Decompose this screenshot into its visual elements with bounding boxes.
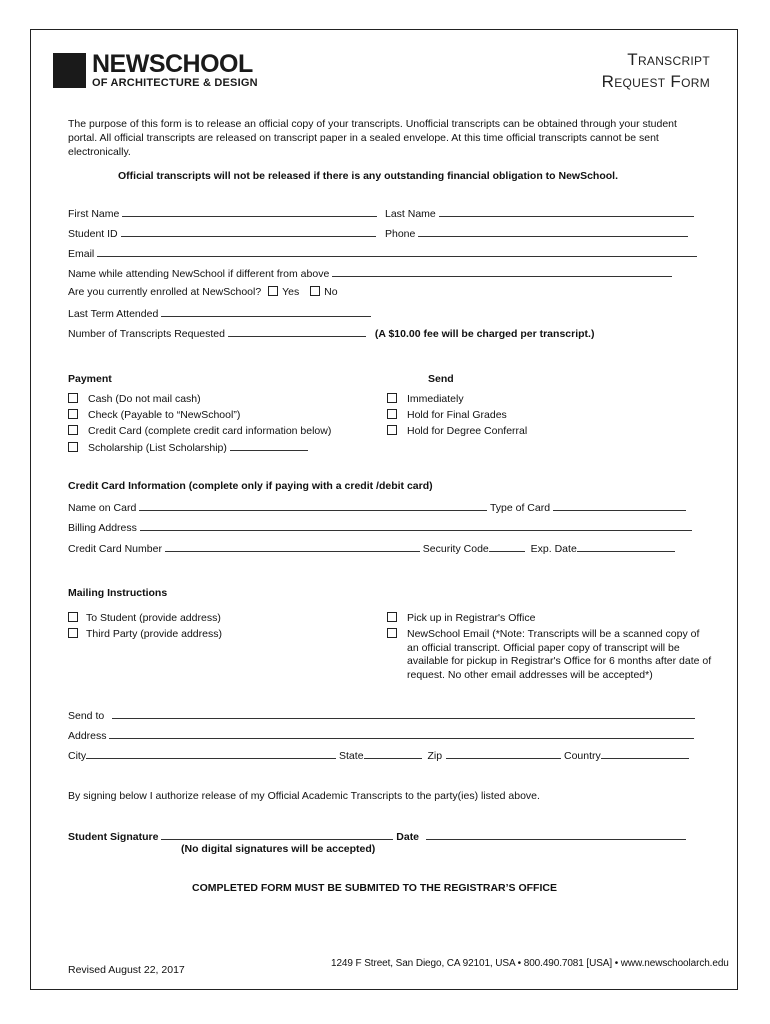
form-title-line2: Request Form <box>601 72 710 91</box>
payment-option <box>68 393 201 405</box>
send-final-grades-checkbox[interactable] <box>387 409 397 419</box>
credit-card-heading: Credit Card Information (complete only if paying with a credit /debit card) <box>68 480 433 492</box>
mail-third-party-checkbox[interactable] <box>68 628 78 638</box>
payment-cash-checkbox[interactable] <box>68 393 78 403</box>
last-name-field[interactable] <box>439 206 694 217</box>
student-id-label: Student ID <box>68 228 118 240</box>
payment-option <box>68 425 331 437</box>
phone-label: Phone <box>385 228 416 240</box>
payment-option <box>68 440 308 454</box>
enrolled-yes-label: Yes <box>282 286 300 298</box>
exp-date-label: Exp. Date <box>530 543 577 555</box>
send-immediately-checkbox[interactable] <box>387 393 397 403</box>
city-label: City <box>68 750 87 762</box>
former-name-row <box>68 266 672 280</box>
type-of-card-label: Type of Card <box>489 502 551 514</box>
submit-note: COMPLETED FORM MUST BE SUBMITED TO THE REGISTRAR’S OFFICE <box>192 882 557 894</box>
enrolled-row <box>68 286 338 298</box>
send-option <box>387 409 507 421</box>
send-option <box>387 425 527 437</box>
mailing-option <box>68 628 222 640</box>
exp-date-field[interactable] <box>577 541 675 552</box>
name-on-card-label: Name on Card <box>68 502 137 514</box>
send-heading: Send <box>428 373 454 385</box>
last-term-label: Last Term Attended <box>68 308 159 320</box>
mail-third-party-label: Third Party (provide address) <box>86 628 222 640</box>
last-term-field[interactable] <box>161 306 371 317</box>
send-degree-label: Hold for Degree Conferral <box>407 425 528 437</box>
address-label: Address <box>68 730 107 742</box>
mailing-option <box>68 612 221 624</box>
security-code-label: Security Code <box>422 543 489 555</box>
enrolled-label: Are you currently enrolled at NewSchool? <box>68 286 262 298</box>
signature-label: Student Signature <box>68 831 159 843</box>
send-final-grades-label: Hold for Final Grades <box>407 409 507 421</box>
pickup-checkbox[interactable] <box>387 612 397 622</box>
signature-note: (No digital signatures will be accepted) <box>181 843 376 855</box>
country-label: Country <box>563 750 601 762</box>
financial-warning: Official transcripts will not be released if there is any outstanding financial obligation to NewSchool. <box>118 170 618 182</box>
card-number-row <box>68 541 675 555</box>
card-number-label: Credit Card Number <box>68 543 162 555</box>
payment-heading: Payment <box>68 373 112 385</box>
logo-subtitle: OF ARCHITECTURE & DESIGN <box>92 77 258 89</box>
city-field[interactable] <box>86 748 336 759</box>
name-on-card-row <box>68 500 686 514</box>
former-name-field[interactable] <box>332 266 672 277</box>
payment-credit-checkbox[interactable] <box>68 425 78 435</box>
email-row <box>68 246 697 260</box>
phone-field[interactable] <box>418 226 688 237</box>
billing-address-field[interactable] <box>140 520 692 531</box>
signature-row <box>68 829 686 843</box>
phone-row <box>385 226 688 240</box>
send-to-field[interactable] <box>112 708 695 719</box>
address-row <box>68 728 694 742</box>
last-name-label: Last Name <box>385 208 436 220</box>
send-degree-checkbox[interactable] <box>387 425 397 435</box>
revised-date: Revised August 22, 2017 <box>68 964 185 976</box>
payment-option <box>68 409 240 421</box>
first-name-row <box>68 206 377 220</box>
country-field[interactable] <box>601 748 689 759</box>
mailing-heading: Mailing Instructions <box>68 587 168 599</box>
enrolled-no-label: No <box>324 286 338 298</box>
form-title-line1: Transcript <box>627 50 710 69</box>
num-transcripts-field[interactable] <box>228 326 366 337</box>
payment-cash-label: Cash (Do not mail cash) <box>88 393 201 405</box>
send-option <box>387 393 464 405</box>
authorization-text: By signing below I authorize release of my Official Academic Transcripts to the party(ies) listed above. <box>68 790 540 802</box>
student-id-row <box>68 226 376 240</box>
mail-student-label: To Student (provide address) <box>86 612 221 624</box>
intro-text: The purpose of this form is to release an official copy of your transcripts. Unofficial transcripts can be obtained through your student portal. All official transcripts are released on transcript paper in a sealed envelope. At this time official transcripts cannot be sent electronically. <box>68 118 677 158</box>
scholarship-field[interactable] <box>230 440 308 451</box>
payment-credit-label: Credit Card (complete credit card information below) <box>88 425 332 437</box>
enrolled-yes-checkbox[interactable] <box>268 286 278 296</box>
enrolled-no-checkbox[interactable] <box>310 286 320 296</box>
send-immediately-label: Immediately <box>407 393 464 405</box>
address-field[interactable] <box>109 728 694 739</box>
send-to-label: Send to <box>68 710 105 722</box>
billing-address-row <box>68 520 692 534</box>
payment-scholarship-checkbox[interactable] <box>68 442 78 452</box>
payment-check-checkbox[interactable] <box>68 409 78 419</box>
payment-scholarship-label: Scholarship (List Scholarship) <box>88 442 227 454</box>
type-of-card-field[interactable] <box>553 500 686 511</box>
fee-note: (A $10.00 fee will be charged per transcript.) <box>374 328 595 340</box>
email-field[interactable] <box>97 246 697 257</box>
send-to-row <box>68 708 695 722</box>
mailing-option <box>387 628 401 640</box>
date-field[interactable] <box>426 829 686 840</box>
first-name-label: First Name <box>68 208 120 220</box>
zip-label: Zip <box>427 750 443 762</box>
num-transcripts-label: Number of Transcripts Requested <box>68 328 225 340</box>
last-name-row <box>385 206 694 220</box>
zip-field[interactable] <box>446 748 561 759</box>
student-id-field[interactable] <box>121 226 376 237</box>
email-delivery-checkbox[interactable] <box>387 628 397 638</box>
last-term-row <box>68 306 371 320</box>
email-label: Email <box>68 248 95 260</box>
state-field[interactable] <box>364 748 422 759</box>
billing-address-label: Billing Address <box>68 522 137 534</box>
footer-address: 1249 F Street, San Diego, CA 92101, USA • 800.490.7081 [USA] • www.newschoolarch.edu <box>331 958 729 969</box>
payment-check-label: Check (Payable to “NewSchool”) <box>88 409 241 421</box>
pickup-label: Pick up in Registrar's Office <box>407 612 536 624</box>
logo-title: NEWSCHOOL <box>92 50 253 78</box>
logo-mark <box>53 53 86 88</box>
former-name-label: Name while attending NewSchool if different from above <box>68 268 330 280</box>
name-on-card-field[interactable] <box>139 500 487 511</box>
mail-student-checkbox[interactable] <box>68 612 78 622</box>
first-name-field[interactable] <box>122 206 377 217</box>
card-number-field[interactable] <box>165 541 420 552</box>
security-code-field[interactable] <box>489 541 525 552</box>
signature-field[interactable] <box>161 829 393 840</box>
state-label: State <box>339 750 364 762</box>
date-label: Date <box>396 831 420 843</box>
num-transcripts-row <box>68 326 594 340</box>
email-delivery-label: NewSchool Email (*Note: Transcripts will be a scanned copy of an official transcript. Official paper copy of transcript will be available for pickup in Registrar's Office for 6 months after date of request. No other email addresses will be accepted*) <box>407 628 712 681</box>
city-row <box>68 748 689 762</box>
mailing-option <box>387 612 535 624</box>
